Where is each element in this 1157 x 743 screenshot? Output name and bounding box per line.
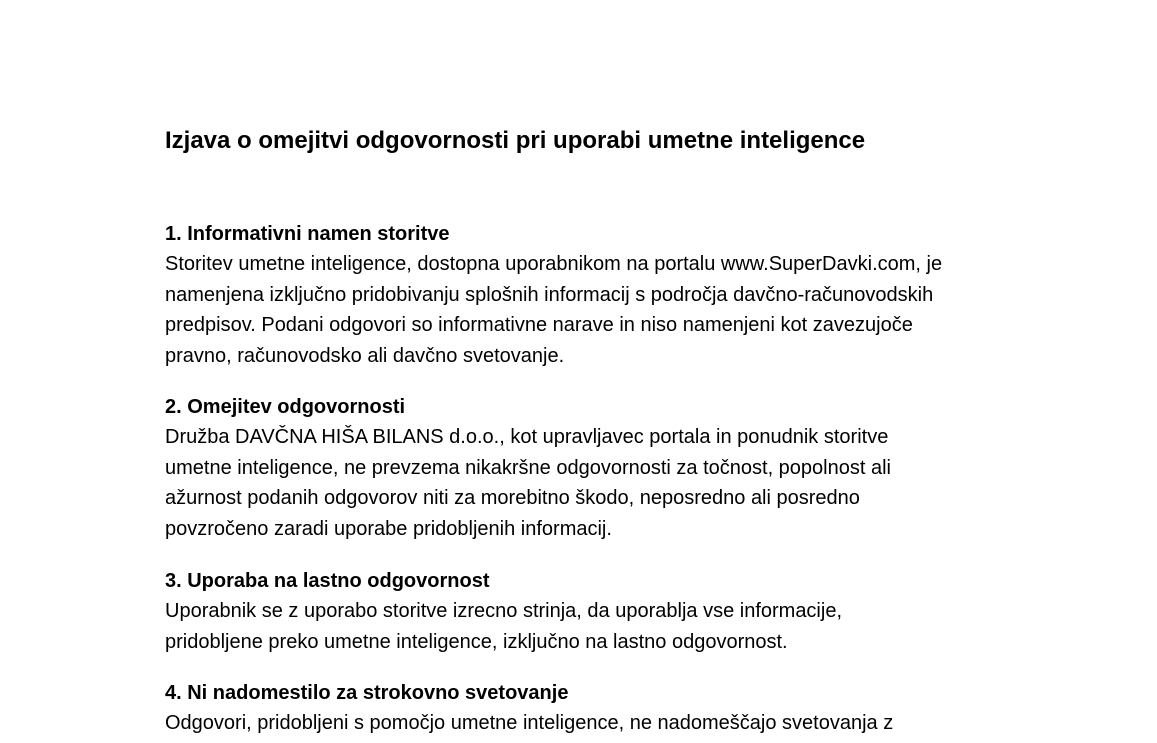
body-line: Družba DAVČNA HIŠA BILANS d.o.o., kot upravljavec portala in ponudnik storitve [165,426,889,448]
section-heading: 1. Informativni namen storitve [165,223,450,245]
body-line: Storitev umetne inteligence, dostopna uporabnikom na portalu www.SuperDavki.com, je [165,253,943,275]
body-line: Uporabnik se z uporabo storitve izrecno strinja, da uporablja vse informacije, [165,600,843,622]
section-informative-purpose [165,219,1125,371]
section-heading: 2. Omejitev odgovornosti [165,396,406,418]
section-body [165,708,1125,739]
section-body [165,596,1125,657]
section-liability-limitation [165,392,1125,544]
body-line: umetne inteligence, ne prevzema nikakršne odgovornosti za točnost, popolnost ali [165,456,891,479]
section-no-professional-advice [165,678,1125,739]
document-title: Izjava o omejitvi odgovornosti pri uporabi umetne inteligence [165,127,866,154]
section-body [165,249,1125,371]
section-own-responsibility [165,566,1125,657]
section-body [165,422,1125,544]
body-line: predpisov. Podani odgovori so informativne narave in niso namenjeni kot zavezujoče [165,314,913,336]
body-line: namenjena izključno pridobivanju splošnih informacij s področja davčno-računovodskih [165,283,934,306]
body-line: pravno, računovodsko ali davčno svetovanje. [165,344,565,367]
body-line: ažurnost podanih odgovorov niti za morebitno škodo, neposredno ali posredno [165,487,860,509]
body-line: Odgovori, pridobljeni s pomočjo umetne inteligence, ne nadomeščajo svetovanja z [165,712,894,734]
body-line: pridobljene preko umetne inteligence, izključno na lastno odgovornost. [165,630,788,653]
section-heading: 3. Uporaba na lastno odgovornost [165,570,490,592]
body-line: povzročeno zaradi uporabe pridobljenih informacij. [165,517,612,540]
section-heading: 4. Ni nadomestilo za strokovno svetovanje [165,682,569,704]
